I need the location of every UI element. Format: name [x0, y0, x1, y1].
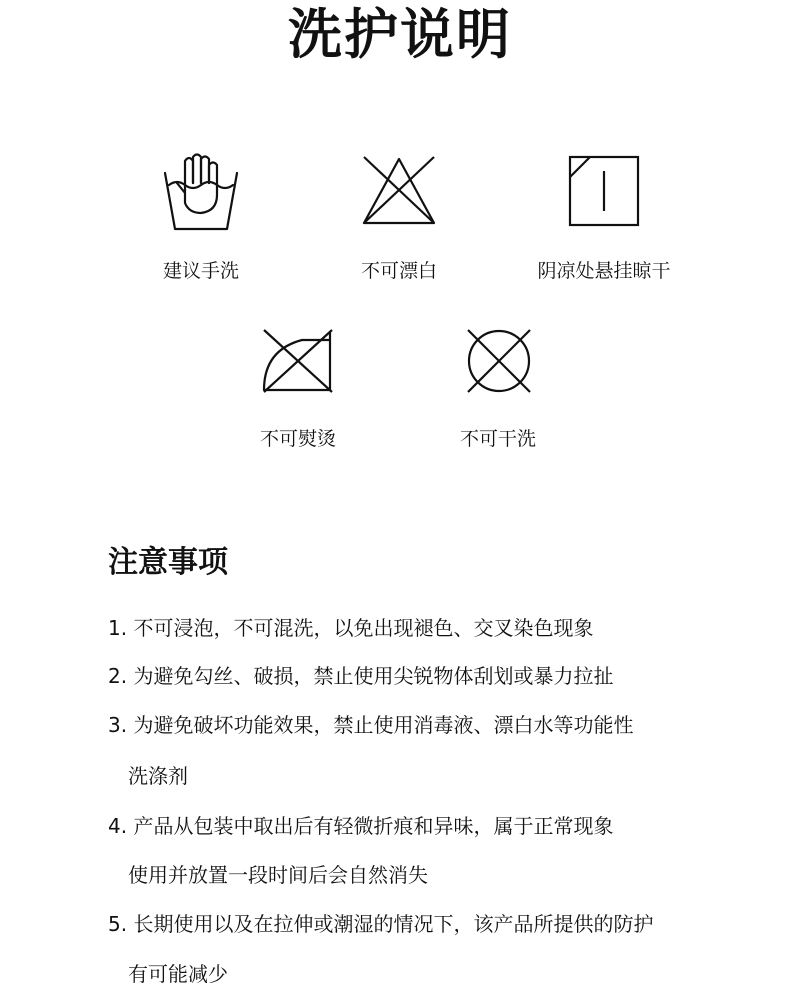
line-dry-shade-label: 阴凉处悬挂晾干 [537, 260, 671, 282]
note-item-2: 2. 为避免勾丝、破损，禁止使用尖锐物体刮划或暴力拉扯 [108, 664, 614, 688]
note-item-3: 3. 为避免破坏功能效果，禁止使用消毒液、漂白水等功能性 [108, 713, 634, 737]
note-item-5: 5. 长期使用以及在拉伸或潮湿的情况下，该产品所提供的防护 [108, 912, 654, 936]
notes-title: 注意事项 [108, 545, 228, 580]
note-item-4: 4. 产品从包装中取出后有轻微折痕和异味，属于正常现象 [108, 814, 614, 838]
no-iron-label: 不可熨烫 [259, 428, 336, 450]
note-item-3-continued: 洗涤剂 [128, 764, 188, 788]
no-dry-clean-icon [464, 326, 534, 396]
note-item-1: 1. 不可浸泡，不可混洗，以免出现褪色、交叉染色现象 [108, 616, 594, 640]
no-bleach-label: 不可漂白 [360, 260, 437, 282]
note-item-4-continued: 使用并放置一段时间后会自然消失 [128, 863, 428, 887]
hand-wash-label: 建议手洗 [162, 260, 239, 282]
hand-wash-icon [163, 153, 239, 233]
note-item-5-continued: 有可能减少 [128, 962, 228, 986]
page-title: 洗护说明 [288, 3, 512, 66]
no-iron-icon [260, 326, 336, 396]
no-dry-clean-label: 不可干洗 [459, 428, 536, 450]
no-bleach-icon [360, 153, 438, 227]
line-dry-shade-icon [568, 155, 640, 227]
